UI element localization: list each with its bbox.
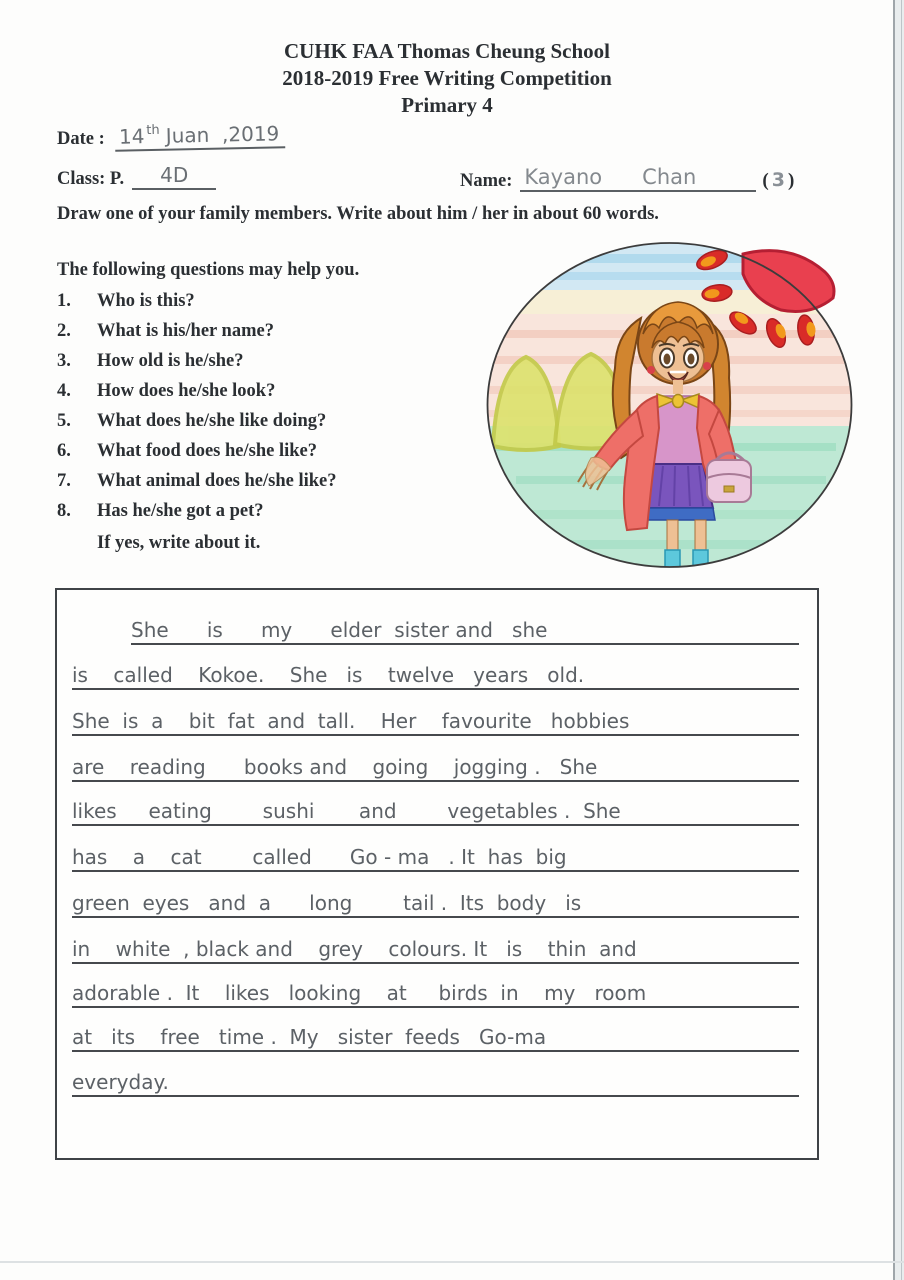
grade-level: Primary 4	[401, 93, 493, 117]
date-day: 14	[118, 124, 145, 149]
question-number: 7.	[57, 471, 71, 491]
question-number: 6.	[57, 441, 71, 461]
date-month: Juan	[165, 122, 210, 148]
question-text: What does he/she like doing?	[97, 411, 327, 431]
name-number: 3	[771, 169, 788, 191]
essay-line-4: are reading books and going jogging . She	[72, 748, 799, 782]
essay-line-7: green eyes and a long tail . Its body is	[72, 884, 799, 918]
question-text: How does he/she look?	[97, 381, 276, 401]
leg-left	[667, 520, 678, 554]
question-text: What is his/her name?	[97, 321, 274, 341]
date-value	[115, 121, 286, 152]
question-item-8	[57, 501, 487, 531]
name-label: Name:	[460, 171, 513, 191]
question-text: What food does he/she like?	[97, 441, 317, 461]
scan-bottom-line	[0, 1261, 904, 1263]
question-item-3	[57, 351, 487, 381]
sock-right	[693, 550, 708, 571]
paren-open: (	[762, 170, 772, 191]
question-number: 2.	[57, 321, 71, 341]
handbag	[707, 453, 751, 502]
essay-line-10: at its free time . My sister feeds Go-ma	[72, 1018, 799, 1052]
question-number: 5.	[57, 411, 71, 431]
class-label: Class: P.	[57, 169, 125, 189]
question-item-4	[57, 381, 487, 411]
name-value: Kayano Chan	[520, 165, 756, 192]
school-name: CUHK FAA Thomas Cheung School	[284, 39, 610, 63]
instruction-text: Draw one of your family members. Write about him / her in about 60 words.	[57, 204, 659, 224]
essay-line-9: adorable . It likes looking at birds in my room	[72, 974, 799, 1008]
class-value: 4D	[132, 163, 216, 190]
leg-right	[695, 520, 706, 554]
page-header	[0, 38, 894, 119]
drawing-canvas	[481, 238, 866, 573]
scan-edge-shadow	[895, 0, 904, 1280]
question-number: 1.	[57, 291, 71, 311]
question-item-6	[57, 441, 487, 471]
question-text: How old is he/she?	[97, 351, 244, 371]
question-8-continuation: If yes, write about it.	[97, 533, 261, 553]
date-ordinal-suffix: th	[145, 122, 160, 139]
date-year: ,2019	[221, 121, 280, 147]
question-item-1	[57, 291, 487, 321]
essay-line-6: has a cat called Go - ma . It has big	[72, 838, 799, 872]
question-text: Who is this?	[97, 291, 195, 311]
essay-line-2: is called Kokoe. She is twelve years old.	[72, 656, 799, 690]
question-item-2	[57, 321, 487, 351]
family-member-drawing	[481, 238, 866, 573]
scan-edge-line-2	[901, 0, 902, 1280]
date-label: Date :	[57, 129, 105, 149]
competition-title: 2018-2019 Free Writing Competition	[282, 66, 612, 90]
essay-line-5: likes eating sushi and vegetables . She	[72, 792, 799, 826]
class-row	[57, 158, 216, 190]
writing-box	[55, 588, 819, 1160]
questions-intro: The following questions may help you.	[57, 260, 360, 280]
skirt-hem	[642, 508, 715, 520]
date-row	[57, 116, 285, 150]
bow-tie	[657, 394, 699, 408]
question-number: 8.	[57, 501, 71, 521]
essay-line-3: She is a bit fat and tall. Her favourite hobbies	[72, 702, 799, 736]
essay-line-8: in white , black and grey colours. It is thin and	[72, 930, 799, 964]
name-row	[460, 158, 797, 192]
question-text: Has he/she got a pet?	[97, 501, 264, 521]
essay-line-1: She is my elder sister and she	[131, 611, 799, 645]
essay-line-11: everyday.	[72, 1063, 799, 1097]
question-item-5	[57, 411, 487, 441]
hair-ornament-right	[703, 362, 711, 370]
hair-ornament-left	[647, 366, 655, 374]
paren-close: )	[787, 170, 798, 191]
question-item-7	[57, 471, 487, 501]
question-number: 3.	[57, 351, 71, 371]
question-text: What animal does he/she like?	[97, 471, 337, 491]
question-number: 4.	[57, 381, 71, 401]
name-number-group	[762, 169, 797, 192]
